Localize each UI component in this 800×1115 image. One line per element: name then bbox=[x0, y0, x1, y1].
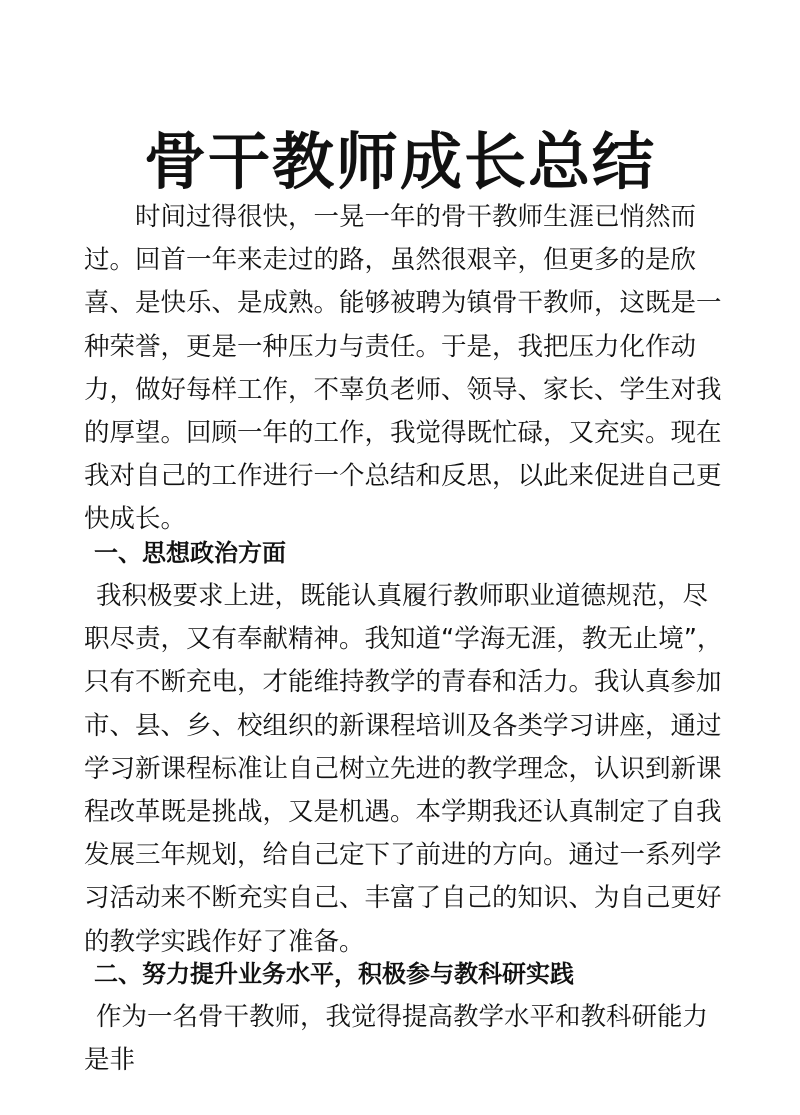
section-heading-professional: 二、努力提升业务水平，积极参与教科研实践 bbox=[94, 960, 574, 988]
section-paragraph-professional: 作为一名骨干教师，我觉得提高教学水平和教科研能力是非 bbox=[84, 1002, 709, 1076]
intro-paragraph: 时间过得很快，一晃一年的骨干教师生涯已悄然而过。回首一年来走过的路，虽然很艰辛，但更多的是欣喜、是快乐、是成熟。能够被聘为镇骨干教师，这既是一种荣誉，更是一种压力与责任。于是，我把压力化作动力，做好每样工作，不辜负老师、领导、家长、学生对我的厚望。回顾一年的工作，我觉得既忙碌，又充实。现在我对自己的工作进行一个总结和反思，以此来促进自己更快成长。 bbox=[84, 202, 722, 535]
section-heading-political: 一、思想政治方面 bbox=[94, 539, 286, 567]
document-title: 骨干教师成长总结 bbox=[143, 124, 656, 198]
section-paragraph-political: 我积极要求上进，既能认真履行教师职业道德规范，尽职尽责，又有奉献精神。我知道“学海无涯，教无止境”，只有不断充电，才能维持教学的青春和活力。我认真参加市、县、乡、校组织的新课程培训及各类学习讲座，通过学习新课程标准让自己树立先进的教学理念，认识到新课程改革既是挑战，又是机遇。本学期我还认真制定了自我发展三年规划，给自己定下了前进的方向。通过一系列学习活动来不断充实自己、丰富了自己的知识、为自己更好的教学实践作好了准备。 bbox=[84, 581, 723, 957]
